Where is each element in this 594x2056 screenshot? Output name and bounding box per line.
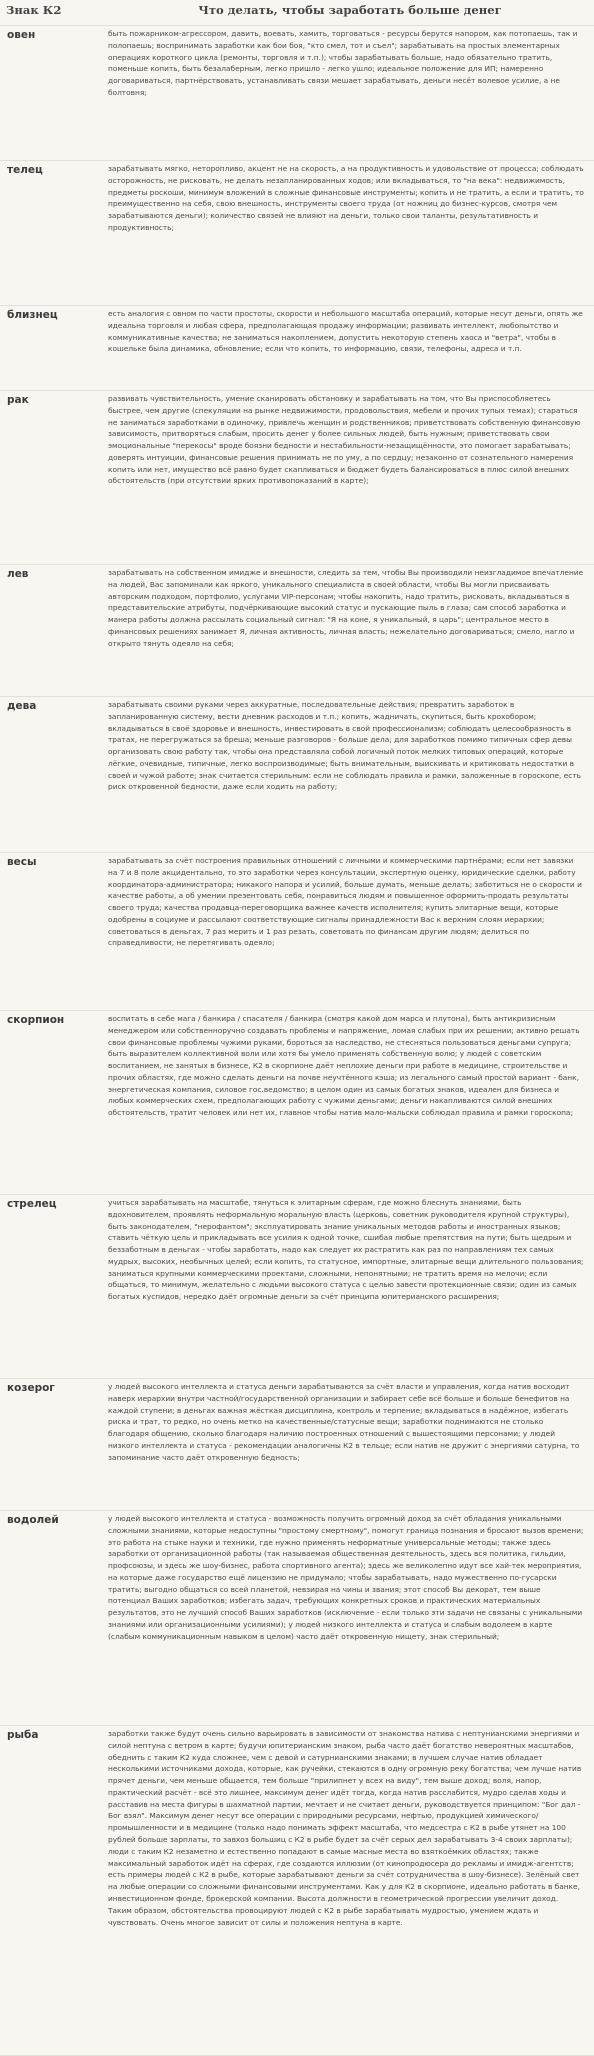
table-row-kozerog [0,1379,594,1511]
sign-advice-text: учиться зарабатывать на масштабе, тянуться к элитарным сферам, где можно блеснуть знаниями, быть вдохновителем, проявлять неформальную моральную власть (церковь, советник руководителя крупной структуры), быть законодателем, "нерофантом"; эксплуатировать знание уникальных методов работы и иностранных языков; ставить чёткую цель и прикладывать все усилия к одной точке, сшибая любые препятствия на пути; быть щедрым и беззаботным в деньгах - чтобы заработать, надо как следует их растратить как раз по направлениям тех самых мудрых, высоких, необычных целей; если копить, то статусное, импортные, элитарные вещи длительного пользования; заниматься крупными коммерческими проектами, сложными, непонятными; не тратить время на мелочи; если общаться, то минимум, желательно с людьми высокого статуса с целью завести протекционные связи; один из самых богатых куспидов, нередко даёт огромные деньги за счёт принципа юпитерианского расширения; [104,1195,594,1379]
table-row-lev [0,565,594,697]
table-row-oven [0,26,594,161]
sign-name: стрелец [0,1195,104,1379]
table-row-rak [0,391,594,565]
sign-name: овен [0,26,104,161]
table-header-row [0,0,594,26]
sign-advice-text: зарабатывать мягко, неторопливо, акцент не на скорость, а на продуктивность и удовольствие от процесса; соблюдать осторожность, не рисковать, не делать незапланированных ходов; или вкладываться, то "на века": недвижимость, предметы роскоши, минимум вложений в сложные финансовые инструменты; копить и не тратить, а если и тратить, то преимущественно на себя, свою внешность, инструменты своего труда (от ножниц до бизнес-курсов, смотря чем зарабатываются деньги); количество связей не влияют на деньги, только свои таланты, результативность и продуктивность; [104,161,594,306]
sign-name: скорпион [0,1011,104,1195]
table-row-vesy [0,853,594,1011]
table-row-strelets [0,1195,594,1379]
sign-advice-text: есть аналогия с овном по части простоты, скорости и небольшого масштаба операций, которые несут деньги, опять же идеальна торговля и любая сфера, предполагающая продажу информации; развивать интеллект, любопытство и коммуникативные качества; не заниматься накоплением, допустить некоторую степень хаоса и "ветра", чтобы в кошельке была динамика, обновление; если что копить, то информацию, связи, телефоны, адреса и т.п. [104,306,594,391]
sign-advice-text: у людей высокого интеллекта и статуса - возможность получить огромный доход за счёт обладания уникальными сложными знаниями, которые недоступны "простому смертному", помогут граница познания и бросают вызов времени; это работа на стыке науки и техники, где нужно применять неформатные универсальные методы; также здесь заработки от организационной работы (так называемая общественная деятельность, здесь вся политика, гильдии, профсоюзы, и здесь же шоу-бизнес, работа спортивного агента); здесь же великолепно идут все хай-тек мероприятия, на которые даже государство ещё лицензию не придумало; чтобы зарабатывать, надо мужественно по-гусарски тратить; выгодно общаться со всей планетой, невзирая на чины и звания; этот способ Вы декорат, тем выше потенциал Ваших заработков; избегать задач, требующих конкретных сроков и практических материальных результатов, это не лучший способ Ваших заработков (исключение - если только эти задачи не связаны с уникальными знаниями или организационными усилиями); у людей низкого интеллекта и статуса и слабым водолеем в карте (слабым коммуникационным навыком в целом) часто даёт откровенную нищету, знак стерильный; [104,1511,594,1726]
sign-advice-text: быть пожарником-агрессором, давить, воевать, хамить, торговаться - ресурсы берутся напором, как потопаешь, так и полопаешь; воспринимать заработки как бои боя, "кто смел, тот и съел"; зарабатывать на простых элементарных операциях короткого цикла (ремонты, торговля и т.п.); чтобы зарабатывать больше, надо обязательно тратить, поменьше копить, быть безалаберным, легко пришло - легко ушло; идеальное положение для ИП; намеренно договариваться, партнёрствовать, устанавливать связи мешает зарабатывать, деньги несёт волевое усилие, а не болтовня; [104,26,594,161]
sign-advice-text: у людей высокого интеллекта и статуса деньги зарабатываются за счёт власти и управления, когда натив восходит наверх иерархии внутри частной/государственной организации и забирает себе всё больше и больше бенефитов на каждой ступени; в деньгах важная жёсткая дисциплина, контроль и терпение; вкладываться в надёжное, избегать риска и трат, то редко, но очень метко на качественные/статусные вещи; заработки поднимаются не столько благодаря общению, сколько благодаря наличию построенных отношений с вышестоящими персонами; у людей низкого интеллекта и статуса - рекомендации аналогичны К2 в тельце; если натив не дружит с энергиями сатурна, то запоминание часто даёт откровенную бедность; [104,1379,594,1511]
sign-advice-text: заработки также будут очень сильно варьировать в зависимости от знакомства натива с нептунианскими энергиями и силой нептуна с ветром в карте; будучи юпитерианским знаком, рыба часто даёт богатство невероятных масштабов, обеднить с таким К2 куда сложнее, чем с девой и сатурнианскими знаками; в лучшем случае натив обладает несколькими источниками дохода, которые, как ручейки, стекаются в одну огромную реку богатства; чем лучше натив прячет деньги, чем меньше общается, тем больше "прилипнет у всех на виду", тем выше доход; воля, напор, практический расчёт - всё это лишнее, максимум денег идёт тогда, когда натив расслабится, мудро сделав ходы и расставив на места фигуры в шахматной партии, мечтает и не считает деньги, руководствуется принципом: "Бог дал - Бог взял". Максимум денег несут все операции с природными ресурсами, нефтью, продукцией химического/промышленности и в медицине (только надо понимать эффект масштаба, что медсестра с К2 в рыбе утянет на 100 рублей больше зарплаты, то завхоз большиц с К2 в рыбе будет за счёт серых дел зарабатывать 3-4 своих зарплаты); люди с таким К2 незаметно и естественно попадают в самые масные места во взяткоёмких областях; также максимальный заработок идёт на сферах, где создаются иллюзии (от кинопродюсера до рекламы и имидж-агентств; есть примеры людей с К2 в рыбе, которые зарабатывают деньги за счёт сотрудничества в шоу-бизнесе). Зелёный свет на любые операции со сложными финансовыми инструментами. Как у для К2 в скорпионе, идеально работать в банке, инвестиционном фонде, брокерской компании. Высота должности в геометрической прогрессии увеличит доход. Таким образом, обстоятельства провоцируют людей с К2 в рыбе зарабатывать мудростью, умением ждать и чувствовать. Очень многое зависит от силы и положения нептуна в карте. [104,1726,594,2056]
sign-advice-text: воспитать в себе мага / банкира / спасателя / банкира (смотря какой дом марса и плутона), быть антикризисным менеджером или собственноручно создавать проблемы и напряжение, ломая слабых при их решении; активно решать свои финансовые проблемы чужими руками, бороться за наследство, не стесняться пользоваться деньгами супруга; быть выразителем коллективной воли или хотя бы умело применять собственную волю; у людей с советским воспитанием, не занятых в бизнесе, К2 в скорпионе даёт неплохие деньги при работе в медицине, строительстве и прочих областях, где можно сделать деньги на почве неучтённого кэша; из легального самый простой вариант - банк, энергетическая компания, силовое гос.ведомство; в целом один из самых богатых знаков, идеален для бизнеса и любых коммерческих схем, предполагающих работу с чужими деньгами; деньги накапливаются силой внешних обстоятельств, тратит человек или нет их, главное чтобы натив мало-мальски соблюдал правила и рамки гороскопа; [104,1011,594,1195]
sign-advice-text: зарабатывать на собственном имидже и внешности, следить за тем, чтобы Вы производили неизгладимое впечатление на людей, Вас запоминали как яркого, уникального специалиста в своей области, чтобы Вы могли присваивать авторским подходом, портфолио, услугами VIP-персонам; чтобы накопить, надо тратить, рисковать, вкладываться в представительские атрибуты, подчёркивающие высокий статус и пускающие пыль в глаза; сам способ заработка и манера работы должна рассылать социальный сигнал: "Я на коне, я уникальный, я царь"; центральное место в финансовых решениях занимает Я, личная активность, личная власть; нежелательно договариваться; смело, нагло и открыто тянуть одеяло на себя; [104,565,594,697]
table-row-telets [0,161,594,306]
sign-advice-text: зарабатывать своими руками через аккуратные, последовательные действия; превратить заработок в запланированную систему, вести дневник расходов и т.п.; копить, жадничать, скупиться, быть крохобором; вкладываться в своё здоровье и внешность, инвестировать в свой профессионализм; соблюдать целесообразность в тратах, не перегружаться за бреша; меньше разговоров - больше дела; для заработков помимо типичных сфер девы организовать свою работу так, чтобы она представляла собой логичный поток мелких типовых операций, которые лёгкие, очевидные, типичные, легко воспроизводимые; быть внимательным, выискивать и критиковать недостатки в своей и чужой работе; знак считается стерильным: если не соблюдать правила и рамки, заложенные в гороскопе, есть риск откровенной бедности, даже если ходить на работу; [104,697,594,853]
sign-name: телец [0,161,104,306]
sign-name: водолей [0,1511,104,1726]
sign-advice-text: развивать чувствительность, умение сканировать обстановку и зарабатывать на том, что Вы приспособляетесь быстрее, чем другие (спекуляции на рынке недвижимости, продовольствия, мебели и прочих тупых темах); стараться не заниматься заработками в одиночку, привлечь женщин и родственников; приветствовать собственную финансовую зависимость, притворяться слабым, просить денег у более сильных людей, быть нужным; приветствовать свои эмоциональные "перекосы" вроде боязни бедности и нестабильности-незащищённости, это помогает зарабатывать; доверять интуиции, финансовые решения принимать не по уму, а по сердцу; незаконно от сознательного намерения копить или нет, имущество всё равно будет скапливаться и бюджет будеть балансироваться в плюс силой внешних обстоятельств (при отсутствии ярких противопоказаний в карте); [104,391,594,565]
sign-name: лев [0,565,104,697]
table-row-skorpion [0,1011,594,1195]
sign-name: козерог [0,1379,104,1511]
sign-name: весы [0,853,104,1011]
sign-name: рак [0,391,104,565]
sign-name: дева [0,697,104,853]
column-header-sign: Знак К2 [0,0,104,26]
sign-name: близнец [0,306,104,391]
table-row-deva [0,697,594,853]
column-header-advice: Что делать, чтобы заработать больше денег [104,0,594,26]
sign-advice-text: зарабатывать за счёт построения правильных отношений с личными и коммерческими партнёрами; если нет завязки на 7 и 8 поле акцидентально, то это заработки через консультации, экспертную оценку, юридические сделки, работу координатора-администратора; никакого напора и усилий, больше думать, меньше делать; заботиться не о скорости и качестве работы, а об умении презентовать себя, понравиться людям и повышенное оформить-продать результаты своего труда; качества продавца-переговорщика важнее качеств исполнителя; купить элитарные вещи, которые одобрены в социуме и рассылают соответствующие сигналы принадлежности Вас к верхним слоям иерархии; советоваться в деньгах, 7 раз мерить и 1 раз резать, советовать по финансам другим людям; делиться по справедливости, не перетягивать одеяло; [104,853,594,1011]
sign-name: рыба [0,1726,104,2056]
table-row-vodolei [0,1511,594,1726]
table-row-ryba [0,1726,594,2056]
table-row-bliznets [0,306,594,391]
